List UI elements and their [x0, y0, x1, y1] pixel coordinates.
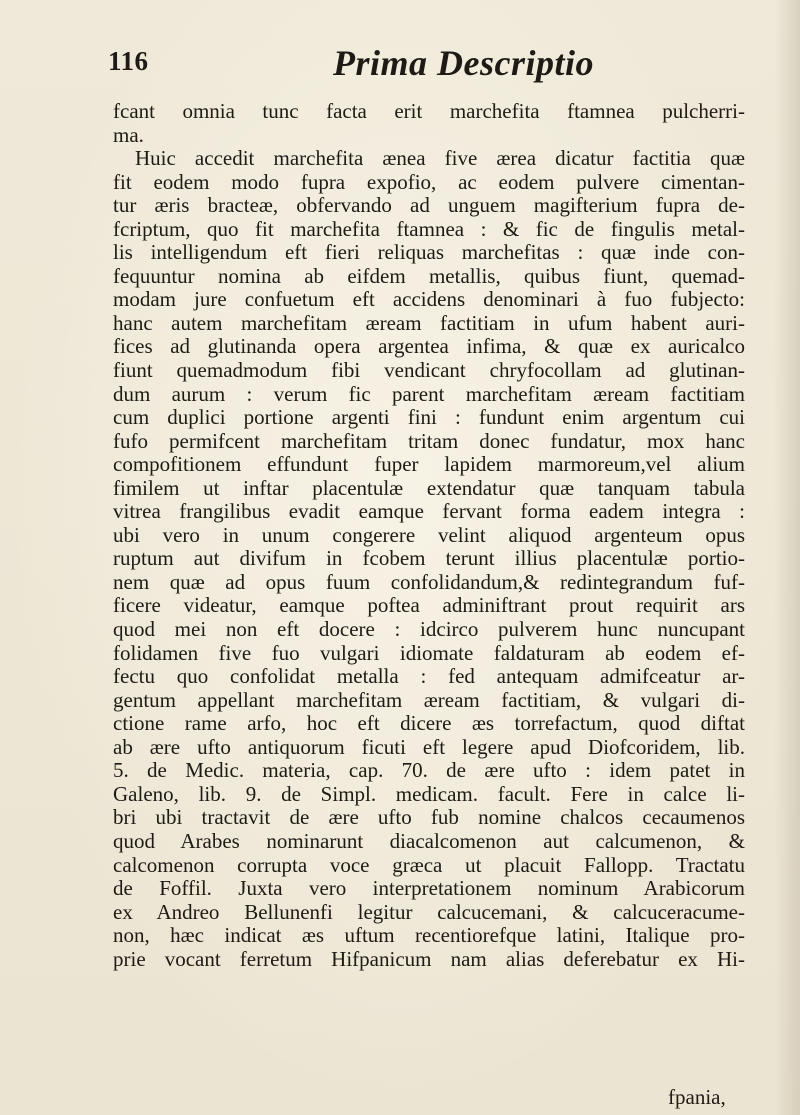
page-number: 116	[108, 46, 149, 76]
text-line: ctione rame arfo, hoc eft dicere æs torrefactum, quod diftat	[113, 712, 745, 736]
text-line: non, hæc indicat æs uftum recentiorefque latini, Italique pro-	[113, 924, 745, 948]
text-line: gentum appellant marchefitam æream factitiam, & vulgari di-	[113, 688, 745, 712]
text-line: de Foffil. Juxta vero interpretationem nominum Arabicorum	[113, 877, 745, 901]
text-line: fices ad glutinanda opera argentea infima, & quæ ex auricalco	[113, 335, 745, 359]
text-line: 5. de Medic. materia, cap. 70. de ære ufto : idem patet in	[113, 759, 745, 783]
text-line: prie vocant ferretum Hifpanicum nam alias deferebatur ex Hi-	[113, 947, 745, 971]
text-line: Galeno, lib. 9. de Simpl. medicam. facult. Fere in calce li-	[113, 782, 745, 806]
page-header	[108, 44, 738, 84]
text-line: fiunt quemadmodum fibi vendicant chryfocollam ad glutinan-	[113, 359, 745, 383]
text-line: quod mei non eft docere : idcirco pulverem hunc nuncupant	[113, 618, 745, 642]
text-line: fit eodem modo fupra expofio, ac eodem pulvere cimentan-	[113, 170, 745, 194]
text-line: folidamen five fuo vulgari idiomate faldaturam ab eodem ef-	[113, 641, 745, 665]
text-line: ubi vero in unum congerere velint aliquod argenteum opus	[113, 523, 745, 547]
page-edge-shadow	[774, 0, 800, 1115]
text-line: hanc autem marchefitam æream factitiam in ufum habent auri-	[113, 311, 745, 335]
catchword: fpania,	[668, 1085, 726, 1109]
text-line: fufo permifcent marchefitam tritam donec fundatur, mox hanc	[113, 429, 745, 453]
text-line: fimilem ut inftar placentulæ extendatur quæ tanquam tabula	[113, 476, 745, 500]
text-line: fcant omnia tunc facta erit marchefita ftamnea pulcherri-	[113, 100, 745, 123]
text-line: nem quæ ad opus fuum confolidandum,& redintegrandum fuf-	[113, 570, 745, 594]
text-line: bri ubi tractavit de ære ufto fub nomine chalcos cecaumenos	[113, 806, 745, 830]
text-line: cum duplici portione argenti fini : fundunt enim argentum cui	[113, 406, 745, 430]
text-line: dum aurum : verum fic parent marchefitam æream factitiam	[113, 382, 745, 406]
text-line: ruptum aut divifum in fcobem terunt illius placentulæ portio-	[113, 547, 745, 571]
text-line: compofitionem effundunt fuper lapidem marmoreum,vel alium	[113, 453, 745, 477]
text-line: ficere videatur, eamque poftea adminiftrant prout requirit ars	[113, 594, 745, 618]
text-line: modam jure confuetum eft accidens denominari à fuo fubjecto:	[113, 288, 745, 312]
text-line: fcriptum, quo fit marchefita ftamnea : & fic de fingulis metal-	[113, 217, 745, 241]
text-line: tur æris bracteæ, obfervando ad unguem magifterium fupra de-	[113, 194, 745, 218]
body-text	[113, 100, 745, 971]
text-line: fequuntur nomina ab eifdem metallis, quibus fiunt, quemad-	[113, 264, 745, 288]
text-line: lis intelligendum eft fieri reliquas marchefitas : quæ inde con-	[113, 241, 745, 265]
text-line: vitrea frangilibus evadit eamque fervant forma eadem integra :	[113, 500, 745, 524]
text-line: Huic accedit marchefita ænea five ærea dicatur factitia quæ	[135, 147, 745, 171]
running-title: Prima Descriptio	[333, 43, 594, 83]
text-line: ex Andreo Bellunenfi legitur calcucemani, & calcuceracume-	[113, 900, 745, 924]
text-line: quod Arabes nominarunt diacalcomenon aut calcumenon, &	[113, 829, 745, 853]
text-line: calcomenon corrupta voce græca ut placuit Fallopp. Tractatu	[113, 853, 745, 877]
text-line: ma.	[113, 123, 144, 147]
text-line: ab ære ufto antiquorum ficuti eft legere apud Diofcoridem, lib.	[113, 735, 745, 759]
text-line: fectu quo confolidat metalla : fed antequam admifceatur ar-	[113, 665, 745, 689]
